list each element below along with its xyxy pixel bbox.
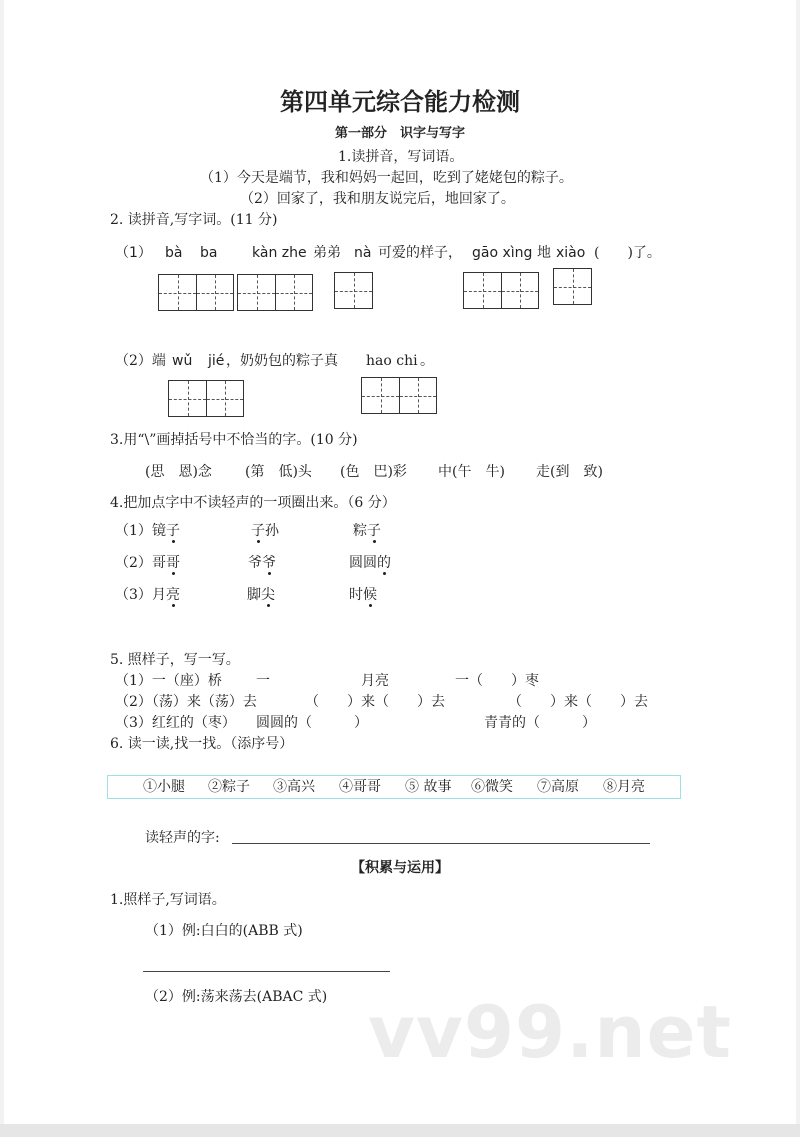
q1-heading: 1.读拼音，写词语。 xyxy=(338,149,464,165)
q2-heading: 2. 读拼音,写字词。(11 分) xyxy=(110,212,278,228)
text: 弟弟 xyxy=(313,245,341,261)
text: 。 xyxy=(420,353,434,369)
dotted-char: 子 xyxy=(251,523,265,539)
q3-choice: (色 巴)彩 xyxy=(340,464,407,480)
q3-choice: (第 低)头 xyxy=(245,464,312,480)
dotted-char: 子 xyxy=(367,523,381,539)
q6-option: ①小腿 xyxy=(143,779,185,795)
text: 地 xyxy=(537,245,551,261)
q6-heading: 6. 读一读,找一找。（添序号） xyxy=(110,736,294,752)
char: 孙 xyxy=(265,523,279,539)
page-bottom-edge xyxy=(0,1124,800,1137)
part1-heading: 第一部分 识字与写字 xyxy=(334,126,465,141)
q5-r1: 月亮 xyxy=(361,673,389,689)
writing-grid[interactable] xyxy=(463,272,539,309)
q5-r1: 一（ ）枣 xyxy=(455,673,539,689)
q6-option: ②粽子 xyxy=(208,779,250,795)
dotted-char: 子 xyxy=(166,523,180,539)
dotted-char: 亮 xyxy=(166,587,180,603)
dotted-char: 尖 xyxy=(261,587,275,603)
q3-choice: 走(到 致) xyxy=(536,464,603,480)
watermark: vv99.net xyxy=(368,990,732,1074)
p2q1-example-1: （1）例:白白的(ABB 式) xyxy=(145,923,303,939)
pinyin: jié xyxy=(208,353,225,369)
pinyin: xiào xyxy=(556,245,586,261)
writing-grid[interactable] xyxy=(361,377,437,414)
pinyin: nà xyxy=(354,245,372,261)
q6-answer-label: 读轻声的字: xyxy=(145,830,220,846)
q6-answer-line[interactable] xyxy=(232,843,650,844)
writing-grid[interactable] xyxy=(553,268,592,305)
q4-num: （2） xyxy=(115,555,152,571)
dotted-char: 候 xyxy=(363,587,377,603)
dotted-char: 爷 xyxy=(262,555,276,571)
q5-r3: （3）红红的（枣） xyxy=(115,715,236,731)
q5-heading: 5. 照样子，写一写。 xyxy=(110,652,240,668)
writing-grid[interactable] xyxy=(237,274,313,311)
char: 哥 xyxy=(152,555,166,571)
p2q1-heading: 1.照样子,写词语。 xyxy=(110,892,226,908)
dotted-char: 哥 xyxy=(166,555,180,571)
writing-grid[interactable] xyxy=(158,274,234,311)
char: 月 xyxy=(152,587,166,603)
pinyin: ba xyxy=(200,245,218,261)
text: ，奶奶包的粽子真 xyxy=(226,353,338,369)
char: 脚 xyxy=(247,587,261,603)
q6-option: ⑦高原 xyxy=(537,779,579,795)
q5-r1: 一 xyxy=(256,673,270,689)
text: 可爱的样子， xyxy=(378,245,462,261)
char: 时 xyxy=(349,587,363,603)
char: 镜 xyxy=(152,523,166,539)
pinyin: kàn zhe xyxy=(252,245,307,261)
q6-option: ⑤ 故事 xyxy=(405,779,452,795)
dotted-char: 的 xyxy=(377,555,391,571)
q2-l1-num: （1） xyxy=(115,245,152,261)
q5-r3: 圆圆的（ ） xyxy=(256,715,368,731)
q1-item-1: （1）今天是端节，我和妈妈一起回，吃到了姥姥包的粽子。 xyxy=(200,170,573,186)
q2-l2-num: （2）端 xyxy=(115,353,166,369)
q4-heading: 4.把加点字中不读轻声的一项圈出来。（6 分） xyxy=(110,495,396,511)
char: 圆圆 xyxy=(349,555,377,571)
writing-grid[interactable] xyxy=(168,380,244,417)
q1-item-2: （2）回家了，我和朋友说完后，地回家了。 xyxy=(240,191,515,207)
p2q1-example-2: （2）例:荡来荡去(ABAC 式) xyxy=(145,989,328,1005)
pinyin: gāo xìng xyxy=(472,245,533,261)
q5-r1: （1）一（座）桥 xyxy=(115,673,222,689)
page-title: 第四单元综合能力检测 xyxy=(280,88,520,116)
q3-heading: 3.用“\”画掉括号中不恰当的字。(10 分) xyxy=(110,432,358,448)
p2q1-answer-line[interactable] xyxy=(143,971,390,972)
q6-option: ⑧月亮 xyxy=(603,779,645,795)
char: 粽 xyxy=(353,523,367,539)
q4-num: （1） xyxy=(115,523,152,539)
q5-r2: （ ）来（ ）去 xyxy=(508,694,648,710)
q3-choice: (思 恩)念 xyxy=(145,464,212,480)
q5-r2: （2）（荡）来（荡）去 xyxy=(115,694,257,710)
writing-grid[interactable] xyxy=(334,272,373,309)
q4-num: （3） xyxy=(115,587,152,603)
q6-options-box xyxy=(107,775,681,799)
part2-heading: 【积累与运用】 xyxy=(351,860,449,876)
page-edge-right xyxy=(796,0,800,1137)
pinyin: wǔ xyxy=(172,353,193,369)
q5-r2: （ ）来（ ）去 xyxy=(305,694,445,710)
q6-option: ③高兴 xyxy=(273,779,315,795)
text: ( )了。 xyxy=(594,245,661,261)
q5-r3: 青青的（ ） xyxy=(484,715,596,731)
q6-option: ⑥微笑 xyxy=(471,779,513,795)
q6-option: ④哥哥 xyxy=(339,779,381,795)
char: 爷 xyxy=(248,555,262,571)
pinyin: hao chi xyxy=(366,353,418,369)
page-edge-left xyxy=(0,0,4,1137)
pinyin: bà xyxy=(165,245,183,261)
q3-choice: 中(午 牛) xyxy=(438,464,505,480)
